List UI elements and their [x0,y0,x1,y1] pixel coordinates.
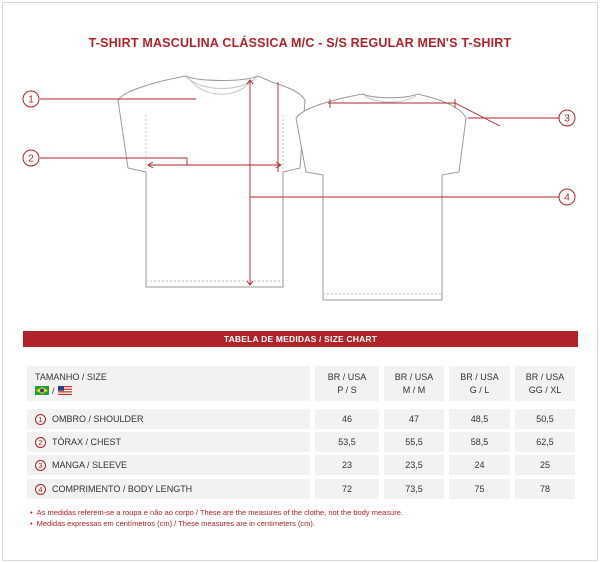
tshirt-front [118,76,305,287]
size-header-cell [27,366,310,401]
table-cell: 62,5 [515,432,575,452]
table-cell: 24 [449,455,510,475]
tshirt-diagram [0,60,600,310]
size-column-p: BR / USA P / S [315,366,379,401]
brazil-flag-icon [35,386,49,395]
svg-text:2: 2 [28,153,34,165]
table-row-shoulder: 1 OMBRO / SHOULDER [27,409,310,429]
callout-badge: 4 [35,484,46,495]
size-column-g: BR / USA G / L [449,366,510,401]
flags: / [35,386,72,396]
callout-2 [23,150,39,166]
callout-1 [23,91,39,107]
svg-text:1: 1 [28,94,34,106]
table-cell: 72 [315,479,379,499]
table-cell: 58,5 [449,432,510,452]
table-cell: 25 [515,455,575,475]
size-chart-banner: TABELA DE MEDIDAS / SIZE CHART [23,331,578,347]
table-cell: 46 [315,409,379,429]
table-cell: 23,5 [384,455,444,475]
svg-text:3: 3 [564,113,570,125]
table-row-body-length: 4 COMPRIMENTO / BODY LENGTH [27,479,310,499]
size-label: TAMANHO / SIZE [35,371,107,382]
size-column-m: BR / USA M / M [384,366,444,401]
table-cell: 23 [315,455,379,475]
size-column-gg: BR / USA GG / XL [515,366,575,401]
usa-flag-icon [58,386,72,395]
footnote-2: • Medidas expressas em centímetros (cm) / These measures are in centimeters (cm). [30,519,315,528]
callout-badge: 3 [35,460,46,471]
table-cell: 48,5 [449,409,510,429]
callout-4 [559,189,575,205]
table-cell: 53,5 [315,432,379,452]
table-cell: 55,5 [384,432,444,452]
table-cell: 47 [384,409,444,429]
callout-badge: 2 [35,437,46,448]
svg-text:4: 4 [564,192,570,204]
table-row-chest: 2 TÓRAX / CHEST [27,432,310,452]
callout-3 [559,110,575,126]
footnote-1: • As medidas referem-se a roupa e não ao corpo / These are the measures of the clothe, not the body measure. [30,508,403,517]
table-cell: 50,5 [515,409,575,429]
table-cell: 75 [449,479,510,499]
table-cell: 78 [515,479,575,499]
table-row-sleeve: 3 MANGA / SLEEVE [27,455,310,475]
page-title: T-SHIRT MASCULINA CLÁSSICA M/C - S/S REGULAR MEN'S T-SHIRT [88,36,512,50]
table-cell: 73,5 [384,479,444,499]
callout-badge: 1 [35,414,46,425]
